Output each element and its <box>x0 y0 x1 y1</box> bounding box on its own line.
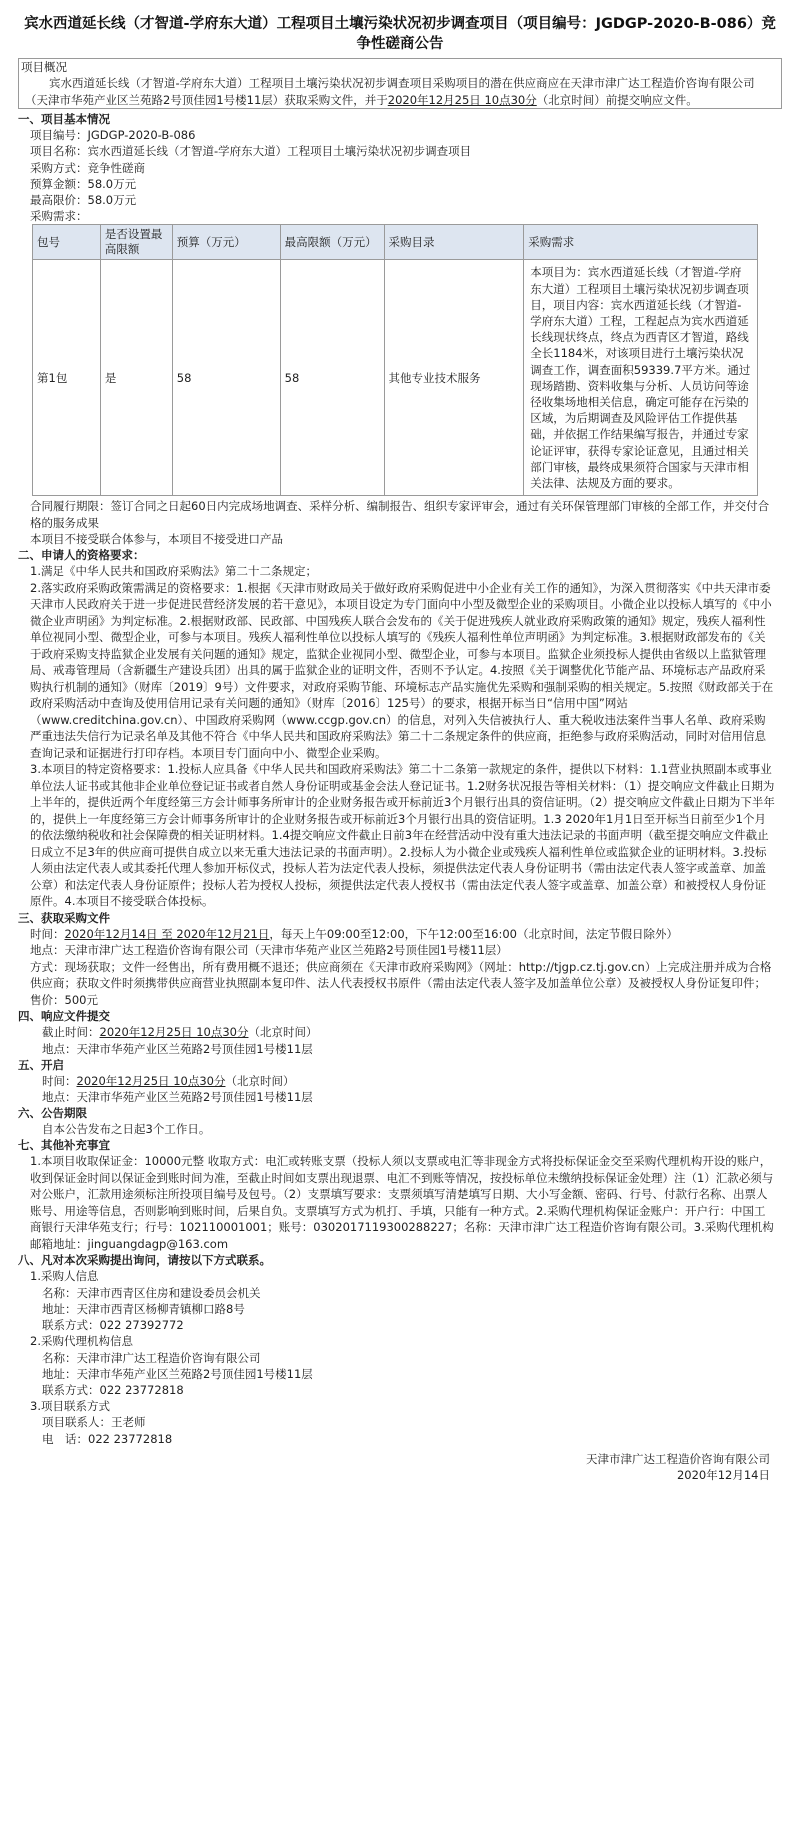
signature-org: 天津市津广达工程造价咨询有限公司 <box>586 1451 770 1466</box>
obtain-method: 方式：现场获取；文件一经售出，所有费用概不退还；供应商须在《天津市政府采购网》（网址：http://tjgp.cz.tj.gov.cn）上完成注册并成为合格供应商；获取文件时须携带供应商营业执照副本复印件、法人代表授权书原件（需由法定代表人签字及加盖单位公章）及被授权人身份证复印件； <box>30 959 772 991</box>
project-overview-box <box>18 58 782 109</box>
section6-heading: 六、公告期限 <box>18 1106 87 1121</box>
section1-heading: 一、项目基本情况 <box>18 112 110 127</box>
overview-text-after: （北京时间）前提交响应文件。 <box>536 92 698 107</box>
contract-period: 合同履行期限：签订合同之日起60日内完成场地调查、采样分析、编制报告、组织专家评审会，通过有关环保管理部门审核的全部工作，并交付合格的服务成果 <box>30 499 770 530</box>
project-number: 项目编号：JGDGP-2020-B-086 <box>30 128 196 143</box>
submit-place: 地点：天津市华苑产业区兰苑路2号顶佳园1号楼11层 <box>42 1041 313 1056</box>
table-header-row <box>33 225 758 260</box>
obtain-time-value: 2020年12月14日 至 2020年12月21日 <box>64 926 270 941</box>
page-title: 宾水西道延长线（才智道-学府东大道）工程项目土壤污染状况初步调查项目（项目编号：JGDGP-2020-B-086）竞争性磋商公告 <box>24 16 776 52</box>
cell-package: 第1包 <box>33 260 101 496</box>
opening-time <box>18 1073 782 1089</box>
max-price: 最高限价：58.0万元 <box>30 193 137 208</box>
submit-deadline-value: 2020年12月25日 10点30分 <box>99 1025 249 1040</box>
requirements-table <box>32 224 758 496</box>
cell-requirement: 本项目为：宾水西道延长线（才智道-学府东大道）工程项目土壤污染状况初步调查项目，项目内容：宾水西道延长线（才智道-学府东大道）工程，工程起点为宾水西道延长线现状终点，终点为西青区才智道，路线全长1184米，对该项目进行土壤污染状况调查工作，调查面积59339.7平方米。通过现场踏勘、资料收集与分析、人员访问等途径收集场地相关信息，确定可能存在污染的区域，为后期调查及风险评估工作提供基础，并依据工作结果编写报告，并通过专家论证评审，获得专家论证意见，且通过相关部门审核，最终成果须符合国家与天津市相关法律、法规及方面的要求。 <box>524 260 758 496</box>
section7-heading: 七、其他补充事宜 <box>18 1138 110 1153</box>
col-header-catalog: 采购目录 <box>384 225 524 260</box>
obtain-time <box>18 926 782 943</box>
submit-deadline-rest: （北京时间） <box>248 1025 318 1040</box>
col-header-limit-set: 是否设置最高限额 <box>100 225 172 260</box>
section8-heading: 八、凡对本次采购提出询问，请按以下方式联系。 <box>18 1253 271 1268</box>
submit-deadline-label: 截止时间： <box>42 1025 100 1040</box>
col-header-requirement: 采购需求 <box>524 225 758 260</box>
supplementary-info: 1.本项目收取保证金：10000元整 收取方式：电汇或转账支票（投标人须以支票或电汇等非现金方式将投标保证金交至采购代理机构开设的账户，收到保证金时间以保证金到账时间为准，至截止时间如支票出现退票、电汇不到账等情况，按投标单位未缴纳投标保证金处理）注（1）汇款必须与对公账户，汇款用途须标注所投项目编号及包号。（2）支票填写要求：支票须填写清楚填写日期、大小写金额、密码、行号、付款行名称、出票人账号、用途等信息，否则影响到账时间，后果自负。支票填写方式为机打、手填，只能有一种方式。2.采购代理机构保证金账户：开户行：中国工商银行天津华苑支行；行号：102110001001；账号：0302017119300288227；名称：天津市津广达工程造价咨询有限公司。3.采购代理机构邮箱地址：jinguangdagp@163.com <box>30 1154 774 1251</box>
opening-time-rest: （北京时间） <box>225 1073 295 1088</box>
signature-date: 2020年12月14日 <box>676 1467 770 1482</box>
obtain-price: 售价：500元 <box>30 992 98 1007</box>
cell-max-limit: 58 <box>280 260 384 496</box>
notice-period: 自本公告发布之日起3个工作日。 <box>42 1122 211 1137</box>
purchaser-heading: 1.采购人信息 <box>30 1269 99 1284</box>
purchaser-address: 地址：天津市西青区杨柳青镇柳口路8号 <box>42 1301 245 1316</box>
project-contact-person: 项目联系人：王老师 <box>42 1415 146 1430</box>
cell-catalog: 其他专业技术服务 <box>384 260 524 496</box>
project-contact-heading: 3.项目联系方式 <box>30 1399 110 1414</box>
overview-deadline: 2020年12月25日 10点30分 <box>387 92 537 107</box>
col-header-package: 包号 <box>33 225 101 260</box>
col-header-budget: 预算（万元） <box>172 225 280 260</box>
qualification-specific: 3.本项目的特定资格要求：1.投标人应具备《中华人民共和国政府采购法》第二十二条第一款规定的条件，提供以下材料：1.1营业执照副本或事业单位法人证书或其他非企业单位登记证书或者自然人身份证明或基金会法人登记证书。1.2财务状况报告等相关材料：（1）提交响应文件截止日期为上半年的，提供近两个年度经第三方会计师事务所审计的企业财务报告或开标前近3个月银行出具的资信证明。（2）提交响应文件截止日期为下半年的，提供上一年度经第三方会计师事务所审计的企业财务报告或开标前近3个月银行出具的资信证明。1.3 2020年1月1日至开标当日前至少1个月的依法缴纳税收和社会保障费的相关证明材料。1.4提交响应文件截止日前3年在经营活动中没有重大违法记录的书面声明（截至提交响应文件截止日成立不足3年的供应商可提供自成立以来无重大违法记录的书面声明）。2.投标人为小微企业或残疾人福利性单位或监狱企业的证明材料。3.投标人须由法定代表人或其委托代理人参加开标仪式，投标人若为法定代表人投标，须提供法定代表人身份证明书（需由法定代表人签字或盖章、加盖公章）和法定代表人身份证原件；投标人若为授权人投标，须提供法定代表人授权书（需由法定代表人签字或盖章、加盖公章）和被授权人身份证原件。4.本项目不接受联合体投标。 <box>30 762 775 909</box>
agency-address: 地址：天津市华苑产业区兰苑路2号顶佳园1号楼11层 <box>42 1366 313 1381</box>
cell-budget: 58 <box>172 260 280 496</box>
col-header-max-limit: 最高限额（万元） <box>280 225 384 260</box>
procurement-method: 采购方式：竞争性磋商 <box>30 160 145 175</box>
opening-time-label: 时间： <box>42 1073 77 1088</box>
qualification-general: 1.满足《中华人民共和国政府采购法》第二十二条规定； <box>30 564 317 579</box>
requirements-label: 采购需求： <box>30 209 88 224</box>
obtain-place: 地点：天津市津广达工程造价咨询有限公司（天津市华苑产业区兰苑路2号顶佳园1号楼11层） <box>30 943 508 958</box>
section2-heading: 二、申请人的资格要求： <box>18 548 145 563</box>
section5-heading: 五、开启 <box>18 1057 64 1072</box>
overview-text <box>19 75 781 108</box>
overview-text-before: 宾水西道延长线（才智道-学府东大道）工程项目土壤污染状况初步调查项目采购项目的潜在供应商应在天津市津广达工程造价咨询有限公司（天津市华苑产业区兰苑路2号顶佳园1号楼11层）获取采购文件，并于 <box>25 76 755 107</box>
overview-heading: 项目概况 <box>21 60 67 74</box>
obtain-time-rest: ，每天上午09:00至12:00，下午12:00至16:00（北京时间，法定节假日除外） <box>269 926 678 941</box>
section3-heading: 三、获取采购文件 <box>18 910 110 925</box>
project-contact-phone: 电 话：022 23772818 <box>42 1431 173 1446</box>
submit-deadline <box>18 1024 782 1040</box>
consortium-note: 本项目不接受联合体参与，本项目不接受进口产品 <box>30 532 283 547</box>
opening-time-value: 2020年12月25日 10点30分 <box>76 1073 226 1088</box>
agency-name: 名称：天津市津广达工程造价咨询有限公司 <box>42 1350 261 1365</box>
obtain-time-label: 时间： <box>30 926 65 941</box>
cell-limit-set: 是 <box>100 260 172 496</box>
budget-amount: 预算金额：58.0万元 <box>30 176 137 191</box>
purchaser-name: 名称：天津市西青区住房和建设委员会机关 <box>42 1285 261 1300</box>
qualification-policy: 2.落实政府采购政策需满足的资格要求：1.根据《天津市财政局关于做好政府采购促进中小企业有关工作的通知》，为深入贯彻落实《中共天津市委天津市人民政府关于进一步促进民营经济发展的若干意见》，本项目设定为专门面向中小型及微型企业的采购项目。小微企业以投标人填写的《中小微企业声明函》为判定标准。2.根据财政部、民政部、中国残疾人联合会发布的《关于促进残疾人就业政府采购政策的通知》规定，残疾人福利性单位视同小型、微型企业，可参与本项目。残疾人福利性单位以投标人填写的《残疾人福利性单位声明函》为判定标准。3.根据财政部发布的《关于政府采购支持监狱企业发展有关问题的通知》规定，监狱企业视同小型、微型企业，可参与本项目。监狱企业须投标人提供由省级以上监狱管理局、戒毒管理局（含新疆生产建设兵团）出具的属于监狱企业的证明文件，否则不予认定。4.按照《关于调整优化节能产品、环境标志产品政府采购执行机制的通知》（财库〔2019〕9号）文件要求，对政府采购节能、环境标志产品实施优先采购和强制采购的相关规定。5.按照《财政部关于在政府采购活动中查询及使用信用记录有关问题的通知》（财库〔2016〕125号）的要求，根据开标当日“信用中国”网站（www.creditchina.gov.cn）、中国政府采购网（www.ccgp.gov.cn）的信息，对列入失信被执行人、重大税收违法案件当事人名单、政府采购严重违法失信行为记录名单及其他不符合《中华人民共和国政府采购法》第二十二条规定条件的供应商，拒绝参与政府采购活动，同时对信用信息查询记录和证据进行打印存档。本项目专门面向中小、微型企业采购。 <box>30 580 774 760</box>
section4-heading: 四、响应文件提交 <box>18 1009 110 1024</box>
table-row <box>33 260 758 496</box>
agency-heading: 2.采购代理机构信息 <box>30 1334 133 1349</box>
purchaser-phone: 联系方式：022 27392772 <box>42 1318 184 1333</box>
agency-phone: 联系方式：022 23772818 <box>42 1382 184 1397</box>
project-name: 项目名称：宾水西道延长线（才智道-学府东大道）工程项目土壤污染状况初步调查项目 <box>30 144 472 159</box>
opening-place: 地点：天津市华苑产业区兰苑路2号顶佳园1号楼11层 <box>42 1090 313 1105</box>
